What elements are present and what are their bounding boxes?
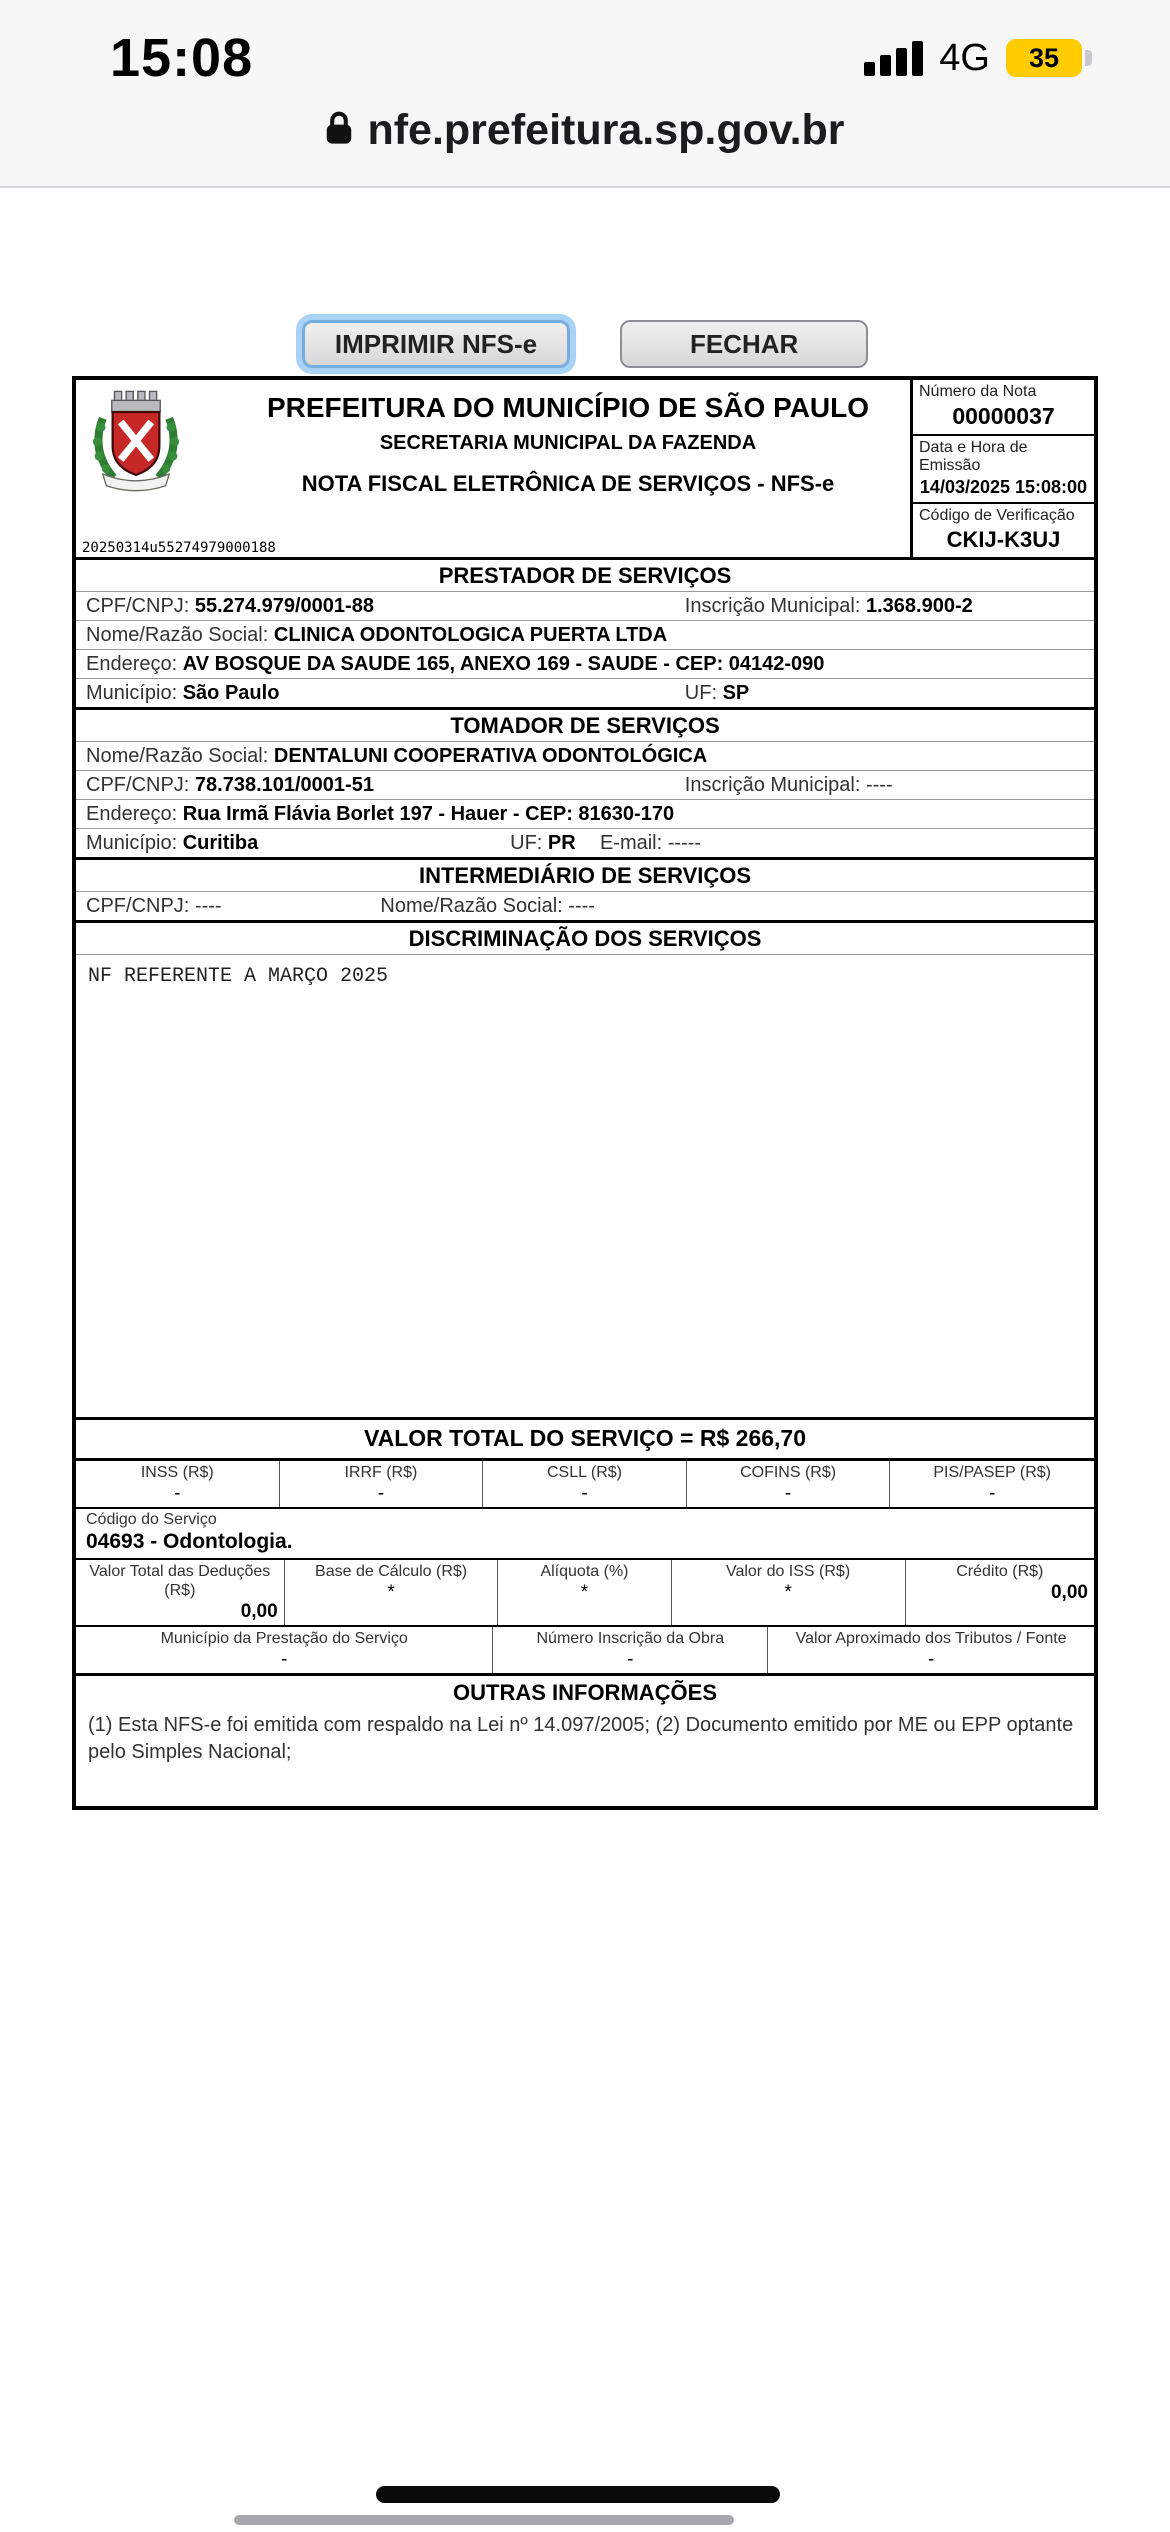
- col-deducoes: Valor Total das Deduções (R$) 0,00: [76, 1560, 285, 1625]
- tomador-title: TOMADOR DE SERVIÇOS: [76, 710, 1094, 742]
- col-aliquota: Alíquota (%) *: [498, 1560, 671, 1625]
- extra-info-table: [76, 1627, 1094, 1676]
- horizontal-scrollbar[interactable]: [234, 2515, 734, 2525]
- invoice-header: [76, 380, 1094, 560]
- discriminacao-title: DISCRIMINAÇÃO DOS SERVIÇOS: [76, 923, 1094, 955]
- prestador-nome-row: Nome/Razão Social: CLINICA ODONTOLOGICA PUERTA LTDA: [76, 621, 1094, 650]
- browser-chrome: [0, 0, 1170, 188]
- intermediario-section: [76, 860, 1094, 923]
- status-icons: [864, 37, 1082, 80]
- document-type-title: NOTA FISCAL ELETRÔNICA DE SERVIÇOS - NFS-e: [301, 471, 835, 496]
- service-code-row: Código do Serviço 04693 - Odontologia.: [76, 1509, 1094, 1560]
- outras-informacoes-section: [76, 1676, 1094, 1806]
- invoice-meta: [910, 380, 1094, 557]
- col-inscricao-obra: Número Inscrição da Obra -: [493, 1627, 768, 1673]
- prestador-section: [76, 560, 1094, 710]
- prestador-cnpj-row: CPF/CNPJ: 55.274.979/0001-88 Inscrição Municipal: 1.368.900-2: [76, 592, 1094, 621]
- sao-paulo-coat-of-arms-icon: [86, 475, 186, 497]
- intermediario-row: CPF/CNPJ: ---- Nome/Razão Social: ----: [86, 895, 595, 917]
- service-description: NF REFERENTE A MARÇO 2025: [88, 965, 389, 988]
- tax-col-cofins: COFINS (R$) -: [687, 1461, 891, 1507]
- tax-col-pis: PIS/PASEP (R$) -: [933, 1464, 1051, 1504]
- tomador-nome-row: Nome/Razão Social: DENTALUNI COOPERATIVA ODONTOLÓGICA: [76, 742, 1094, 771]
- tax-table: [76, 1461, 1094, 1509]
- tomador-endereco-row: Endereço: Rua Irmã Flávia Borlet 197 - Hauer - CEP: 81630-170: [76, 800, 1094, 829]
- web-page: [0, 188, 1170, 1810]
- tomador-cnpj-row: CPF/CNPJ: 78.738.101/0001-51 Inscrição Municipal: ----: [76, 771, 1094, 800]
- tax-col-inss: INSS (R$) -: [76, 1461, 280, 1507]
- control-number: 20250314u55274979000188: [82, 540, 276, 556]
- action-buttons: [0, 320, 1170, 368]
- header-titles: [226, 380, 910, 557]
- tomador-section: [76, 710, 1094, 860]
- emission-datetime-box: Data e Hora de Emissão 14/03/2025 15:08:00: [913, 434, 1094, 502]
- secretary-subtitle: SECRETARIA MUNICIPAL DA FAZENDA: [379, 432, 757, 454]
- url-domain: nfe.prefeitura.sp.gov.br: [367, 105, 845, 154]
- prestador-endereco-row: Endereço: AV BOSQUE DA SAUDE 165, ANEXO 169 - SAUDE - CEP: 04142-090: [76, 650, 1094, 679]
- nota-number-value: 00000037: [952, 403, 1055, 429]
- home-indicator[interactable]: [376, 2486, 780, 2503]
- total-value: VALOR TOTAL DO SERVIÇO = R$ 266,70: [76, 1420, 1094, 1461]
- tomador-municipio-row: Município: Curitiba UF: PR E-mail: -----: [86, 832, 702, 854]
- col-credito: Crédito (R$) 0,00: [956, 1563, 1088, 1603]
- network-type-label: 4G: [939, 36, 990, 79]
- battery-percent: 35: [1028, 42, 1060, 73]
- col-tributos-fonte: Valor Aproximado dos Tributos / Fonte -: [795, 1630, 1067, 1670]
- battery-icon: [1006, 39, 1082, 77]
- status-time: 15:08: [110, 28, 254, 88]
- tax-col-irrf: IRRF (R$) -: [280, 1461, 484, 1507]
- verification-code-value: CKIJ-K3UJ: [946, 527, 1061, 552]
- close-button[interactable]: FECHAR: [620, 320, 868, 368]
- col-base-calculo: Base de Cálculo (R$) *: [285, 1560, 499, 1625]
- city-title: PREFEITURA DO MUNICÍPIO DE SÃO PAULO: [266, 392, 870, 423]
- emission-datetime-value: 14/03/2025 15:08:00: [919, 477, 1088, 497]
- lock-icon: [325, 111, 353, 150]
- prestador-title: PRESTADOR DE SERVIÇOS: [76, 560, 1094, 592]
- outras-title: OUTRAS INFORMAÇÕES: [453, 1680, 717, 1705]
- service-code-value: 04693 - Odontologia.: [86, 1530, 293, 1553]
- values-table: [76, 1560, 1094, 1627]
- prestador-municipio-row: Município: São Paulo UF: SP: [86, 682, 750, 704]
- verification-code-box: Código de Verificação CKIJ-K3UJ: [913, 502, 1094, 557]
- col-valor-iss: Valor do ISS (R$) *: [672, 1560, 906, 1625]
- tax-col-csll: CSLL (R$) -: [483, 1461, 687, 1507]
- cellular-signal-icon: [864, 40, 923, 76]
- nfse-invoice: [72, 376, 1098, 1810]
- intermediario-title: INTERMEDIÁRIO DE SERVIÇOS: [76, 860, 1094, 892]
- discriminacao-section: [76, 923, 1094, 1420]
- nota-number-box: Número da Nota 00000037: [913, 380, 1094, 434]
- col-municipio-prestacao: Município da Prestação do Serviço -: [76, 1627, 493, 1673]
- outras-text: (1) Esta NFS-e foi emitida com respaldo na Lei nº 14.097/2005; (2) Documento emitido por ME ou EPP optante pelo Simples Nacional;: [88, 1714, 1074, 1763]
- logo-cell: [76, 380, 226, 557]
- print-nfse-button[interactable]: IMPRIMIR NFS-e: [302, 320, 570, 368]
- url-bar[interactable]: [0, 94, 1170, 166]
- status-bar: [0, 0, 1170, 94]
